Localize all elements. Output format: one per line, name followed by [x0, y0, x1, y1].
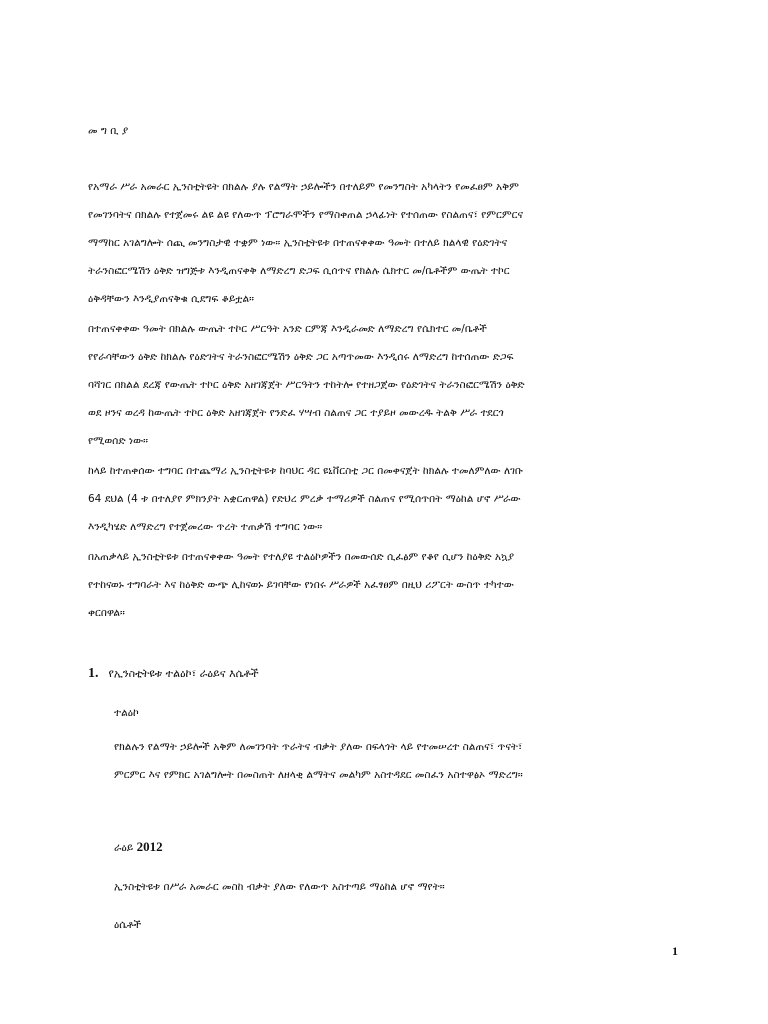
paragraph-line: የአማራ ሥራ አመራር ኢንስቲትዩት በክልሉ ያሉ የልማት ኃይሎችን በተለይም የመንግስት አካላትን የመፈፀም አቅም	[88, 181, 519, 193]
vision-label: ራዕይ	[114, 842, 134, 854]
vision-text: ኢንስቲትዩቱ በሥራ አመራር መስከ ብቃት ያለው የለውጥ አስተጣይ ማዕከል ሆኖ ማየት።	[114, 881, 445, 893]
paragraph-line: ማማከር አገልግሎት ሰጪ መንግስታዊ ተቋም ነው። ኢንስቲትዩቱ በተጠናቀቀው ዓመት በተለይ ክልላዊ የዕድገትና	[88, 237, 508, 249]
paragraph-line: እንዲካሄድ ለማድረግ የተጀመረው ጥረት ተጠቃሽ ተግባር ነው።	[88, 521, 323, 533]
paragraph-line: የሚወሰድ ነው።	[88, 435, 149, 447]
vision-heading	[114, 840, 694, 855]
paragraph-line: ወደ ዞንና ወረዳ ከውጤት ተኮር ዕቅድ አዘገጃጀት የንድፈ ሃሣብ ስልጠና ጋር ተያይዞ መውረዱ ትልቅ ሥራ ተደርጎ	[88, 407, 504, 419]
paragraph-line: በአጠቃላይ ኢንስቲትዩቱ በተጠናቀቀው ዓመት የተለያዩ ተልዕኮዎችን በመውሰድ ሲፈፅም የቆየ ሲሆን ከዕቅድ አኳያ	[88, 551, 515, 563]
mission-text-line: ምርምር እና የምክር አገልግሎት በመስጠት ለዘላቂ ልማትና መልካም አስተዳደር መስፈን አስተዋፅኦ ማድረግ።	[114, 769, 523, 781]
paragraph-line: ባሻገር በክልል ደረጃ የውጤት ተኮር ዕቅድ አዘገጃጀት ሥርዓትን ተከትሎ የተዘጋጀው የዕድገትና ትራንስፎርሜሽን ዕቅድ	[88, 379, 525, 391]
mission-text-line: የክልሉን የልማት ኃይሎች አቅም ለመገንባት ጥራትና ብቃት ያለው በፍላጎት ላይ የተመሠረተ ስልጠና፣ ጥናት፣	[114, 741, 523, 753]
section-title: የኢንስቲትዩቱ ተልዕኮ፣ ራዕይና እሴቶች	[108, 667, 259, 680]
paragraph-line: ትራንስፎርሜሽን ዕቅድ ዝግጅቱ እንዲጠናቀቅ ለማድረግ ድጋፍ ሲሰጥና የክልሉ ሴክተር መ/ቤቶችም ውጤት ተኮር	[88, 265, 510, 277]
paragraph-line: ቀርበዋል።	[88, 607, 125, 619]
mission-label: ተልዕኮ	[114, 707, 139, 719]
section-number: 1.	[88, 666, 99, 681]
page-number: 1	[672, 944, 678, 958]
paragraph-line: በተጠናቀቀው ዓመት በክልሉ ውጤት ተኮር ሥርዓት አንድ ርምጃ እንዲራመድ ለማድረግ የሴክተር መ/ቤቶች	[88, 323, 487, 335]
paragraph-line: 64 ደህል (4 ቱ በተለያየ ምክንያት አቋርጠዋል) የድህረ ምረቃ ተማሪዎች ስልጠና የሚሰጥበት ማዕከል ሆኖ ሥራው	[88, 493, 521, 505]
paragraph-line: ዕቅዳቸውን እንዲያጠናቅቁ ሲደግፍ ቆይቷል።	[88, 293, 255, 305]
paragraph-line: የተከናወኑ ተግባራት እና ከዕቅድ ውጭ ሊከናወኑ ይገባቸው የነበሩ ሥራዎች አፈፃፀም በዚህ ሪፖርት ውስጥ ተካተው	[88, 579, 514, 591]
section-heading	[88, 666, 259, 682]
paragraph-line: የመገንባትና በክልሉ የተጀመሩ ልዩ ልዩ የለውጥ ፕሮግራሞችን የማስቀጠል ኃላፊነት የተሰጠው የስልጠና፣ የምርምርና	[88, 209, 524, 221]
vision-year: 2012	[136, 840, 163, 854]
values-label: ዕሴቶች	[114, 919, 142, 931]
document-title: መ ግ ቢ ያ	[88, 125, 129, 137]
paragraph-line: ከላይ ከተጠቀሰው ተግባር በተጨማሪ ኢንስቲትዩቱ ከባህር ዳር ዩኒቨርስቲ ጋር በመቀናጀት ከክልሉ ተመለምለው ለገቡ	[88, 465, 524, 477]
paragraph-line: የየራሳቸውን ዕቅድ ከክልሉ የዕድገትና ትራንስፎርሜሽን ዕቅድ ጋር አጣጥመው እንዲሰሩ ለማድረግ ከተሰጠው ድጋፍ	[88, 351, 514, 363]
